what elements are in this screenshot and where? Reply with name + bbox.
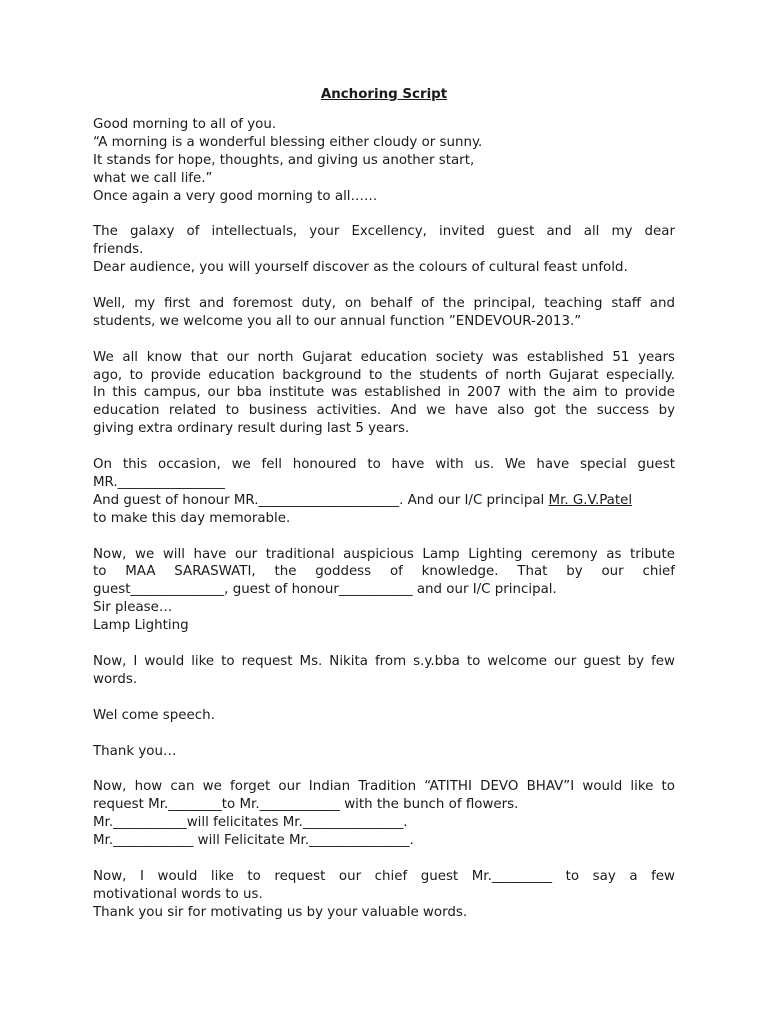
- text-line: Thank you…: [93, 743, 177, 759]
- text-line: [93, 492, 675, 510]
- text-line: “A morning is a wonderful blessing either cloudy or sunny.: [93, 134, 483, 150]
- text-line: ago, to provide education background to the students of north Gujarat especially.: [93, 367, 675, 383]
- text-line: The galaxy of intellectuals, your Excellency, invited guest and all my dear: [93, 224, 675, 240]
- text-line: On this occasion, we fell honoured to have with us. We have special guest: [93, 457, 675, 473]
- text-line: education related to business activities. And we have also got the success by: [93, 403, 675, 419]
- text-line: giving extra ordinary result during last 5 years.: [93, 421, 410, 437]
- request-paragraph: [93, 653, 675, 689]
- text-line: Mr.___________will felicitates Mr._______________.: [93, 815, 408, 831]
- text-line: Wel come speech.: [93, 707, 215, 723]
- text-line: Dear audience, you will yourself discover as the colours of cultural feast unfold.: [93, 260, 628, 276]
- text-line: Sir please…: [93, 600, 173, 616]
- text-line: Once again a very good morning to all……: [93, 188, 378, 204]
- text-line: Lamp Lighting: [93, 618, 189, 634]
- tradition-paragraph: [93, 778, 675, 850]
- text-line: Mr.____________ will Felicitate Mr._______________.: [93, 833, 414, 849]
- text-line: Now, how can we forget our Indian Tradition “ATITHI DEVO BHAV”I would like to: [93, 779, 675, 795]
- chief-guest-paragraph: [93, 868, 675, 922]
- text-line: friends.: [93, 242, 144, 258]
- principal-name: Mr. G.V.Patel: [548, 492, 633, 508]
- audience-paragraph: [93, 223, 675, 277]
- text-line: It stands for hope, thoughts, and giving us another start,: [93, 152, 475, 168]
- text-line: to make this day memorable.: [93, 510, 291, 526]
- text-line: MR.________________: [93, 474, 225, 490]
- text-line: Well, my first and foremost duty, on behalf of the principal, teaching staff and: [93, 295, 675, 311]
- document-page: [93, 86, 675, 939]
- text-line: Now, I would like to request Ms. Nikita from s.y.bba to welcome our guest by few: [93, 654, 675, 669]
- text-line: to MAA SARASWATI, the goddess of knowledge. That by our chief: [93, 564, 675, 580]
- text-line: Good morning to all of you.: [93, 116, 277, 132]
- guests-paragraph: [93, 456, 675, 528]
- text-line: Thank you sir for motivating us by your valuable words.: [93, 904, 468, 920]
- text-line: Now, I would like to request our chief guest Mr._________ to say a few: [93, 868, 675, 884]
- text-line: guest______________, guest of honour___________ and our I/C principal.: [93, 582, 557, 598]
- lamp-lighting-paragraph: [93, 546, 675, 636]
- document-title: Anchoring Script: [320, 87, 448, 102]
- text-line: request Mr.________to Mr.____________ with the bunch of flowers.: [93, 797, 519, 813]
- institution-paragraph: [93, 349, 675, 439]
- welcome-speech-paragraph: [93, 707, 675, 725]
- welcome-paragraph: [93, 295, 675, 331]
- text-line: words.: [93, 671, 138, 687]
- text-line: what we call life.”: [93, 170, 213, 186]
- text-line: We all know that our north Gujarat education society was established 51 years: [93, 349, 675, 365]
- thank-you-paragraph: [93, 743, 675, 761]
- text-line: Now, we will have our traditional auspicious Lamp Lighting ceremony as tribute: [93, 546, 675, 562]
- text-line: students, we welcome you all to our annual function ”ENDEVOUR-2013.”: [93, 313, 582, 329]
- text-line: motivational words to us.: [93, 886, 263, 902]
- text-line: In this campus, our bba institute was established in 2007 with the aim to provide: [93, 385, 675, 401]
- greeting-paragraph: [93, 116, 675, 206]
- text-fragment: And guest of honour MR._____________________. And our I/C principal: [93, 492, 549, 508]
